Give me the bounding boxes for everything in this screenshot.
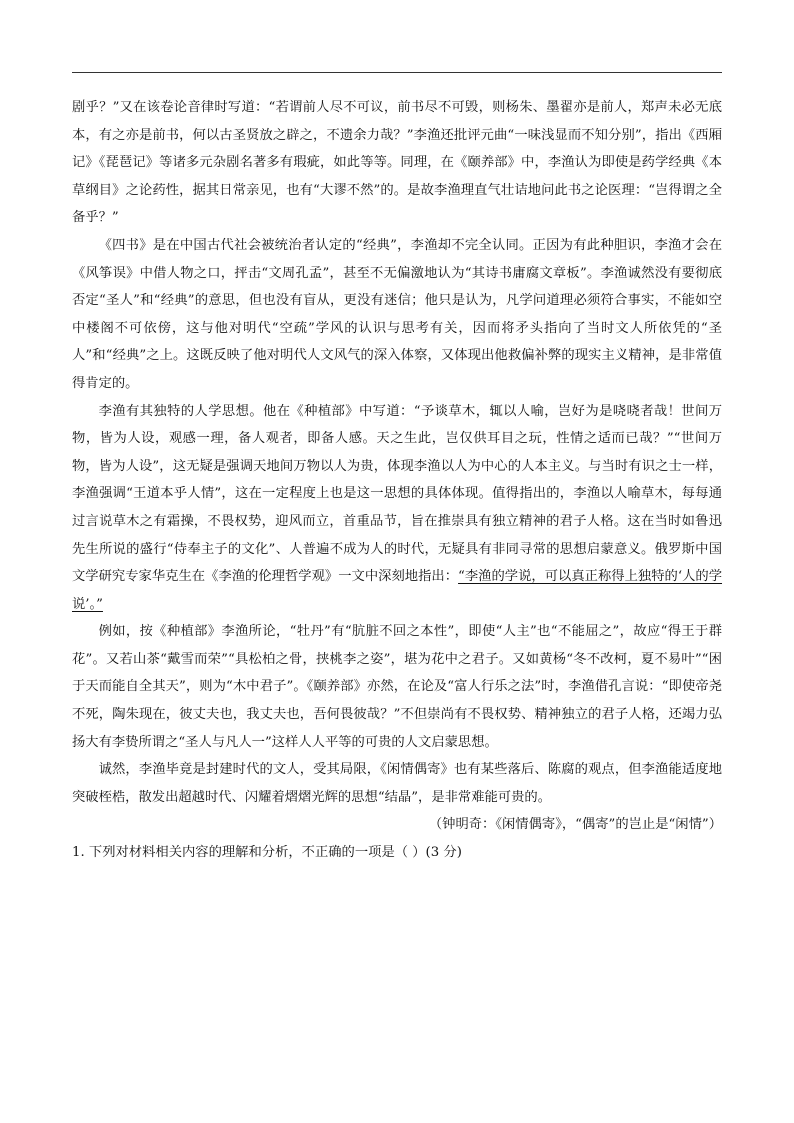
paragraph-3 <box>72 398 722 619</box>
question-1: 1. 下列对材料相关内容的理解和分析，不正确的一项是（ ）(3 分) <box>72 845 462 861</box>
document-body <box>72 94 722 867</box>
source-citation: （钟明奇：《闲情偶寄》，“偶寄”的岂止是“闲情”） <box>428 817 722 833</box>
paragraph-2: 《四书》是在中国古代社会被统治者认定的“经典”，李渔却不完全认同。正因为有此种胆识，李渔才会在《风筝误》中借人物之口，抨击“文周孔孟”，甚至不无偏激地认为“其诗书庸腐文章板”。李渔诚然没有要彻底否定“圣人”和“经典”的意思，但也没有盲从，更没有迷信；他只是认为，凡学问道理必须符合事实，不能如空中楼阁不可依傍，这与他对明代“空疏”学风的认识与思考有关，因而将矛头指向了当时文人所依凭的“圣人”和“经典”之上。这既反映了他对明代人文风气的深入体察，又体现出他救偏补弊的现实主义精神，是非常值得肯定的。 <box>72 237 722 391</box>
paragraph-3-text: 李渔有其独特的人学思想。他在《种植部》中写道：“予谈草木，辄以人喻，岂好为是哓哓者哉！世间万物，皆为人设，观感一理，备人观者，即备人感。天之生此，岂仅供耳目之玩，性情之适而已哉？”“世间万物，皆为人设”，这无疑是强调天地间万物以人为贵，体现李渔以人为中心的人本主义。与当时有识之士一样，李渔强调“王道本乎人情”，这在一定程度上也是这一思想的具体体现。值得指出的，李渔以人喻草木，每每通过言说草木之有霜操，不畏权势，迎风而立，首重品节，旨在推崇具有独立精神的君子人格。这在当时如鲁迅先生所说的盛行“侍奉主子的文化”、人普遍不成为人的时代，无疑具有非同寻常的思想启蒙意义。俄罗斯中国文学研究专家华克生在《李渔的伦理哲学观》一文中深刻地指出： <box>72 403 722 585</box>
header-rule <box>72 72 722 73</box>
paragraph-5: 诚然，李渔毕竟是封建时代的文人，受其局限，《闲情偶寄》也有某些落后、陈腐的观点，但李渔能适度地突破桎梏，散发出超越时代、闪耀着熠熠光辉的思想“结晶”，是非常难能可贵的。 <box>72 762 722 805</box>
paragraph-1: 剧乎？”又在该卷论音律时写道：“若谓前人尽不可议，前书尽不可毁，则杨朱、墨翟亦是前人，郑声未必无底本，有之亦是前书，何以古圣贤放之辟之，不遗余力哉？”李渔还批评元曲“一味浅显而不知分别”，指出《西厢记》《琵琶记》等诸多元杂剧名著多有瑕疵，如此等等。同理，在《颐养部》中，李渔认为即使是药学经典《本草纲目》之论药性，据其日常亲见，也有“大谬不然”的。是故李渔理直气壮诘地问此书之论医理：“岂得谓之全备乎？” <box>72 100 722 226</box>
paragraph-4: 例如，按《种植部》李渔所论，“牡丹”有“肮脏不回之本性”，即使“人主”也“不能屈之”，故应“得王于群花”。又若山茶“戴雪而荣”“具松柏之骨，挟桃李之姿”，堪为花中之君子。又如黄杨“冬不改柯，夏不易叶”“困于天而能自全其天”，则为“木中君子”。《颐养部》亦然，在论及“富人行乐之法”时，李渔借孔言说：“即使帝尧不死，陶朱现在，彼丈夫也，我丈夫也，吾何畏彼哉？”不但崇尚有不畏权势、精神独立的君子人格，还竭力弘扬大有李贽所谓之“圣人与凡人一”这样人人平等的可贵的人文启蒙思想。 <box>72 624 722 750</box>
underlined-quote: “李渔的学说，可以真正称得上独特的‘人的学说’。” <box>72 569 723 612</box>
